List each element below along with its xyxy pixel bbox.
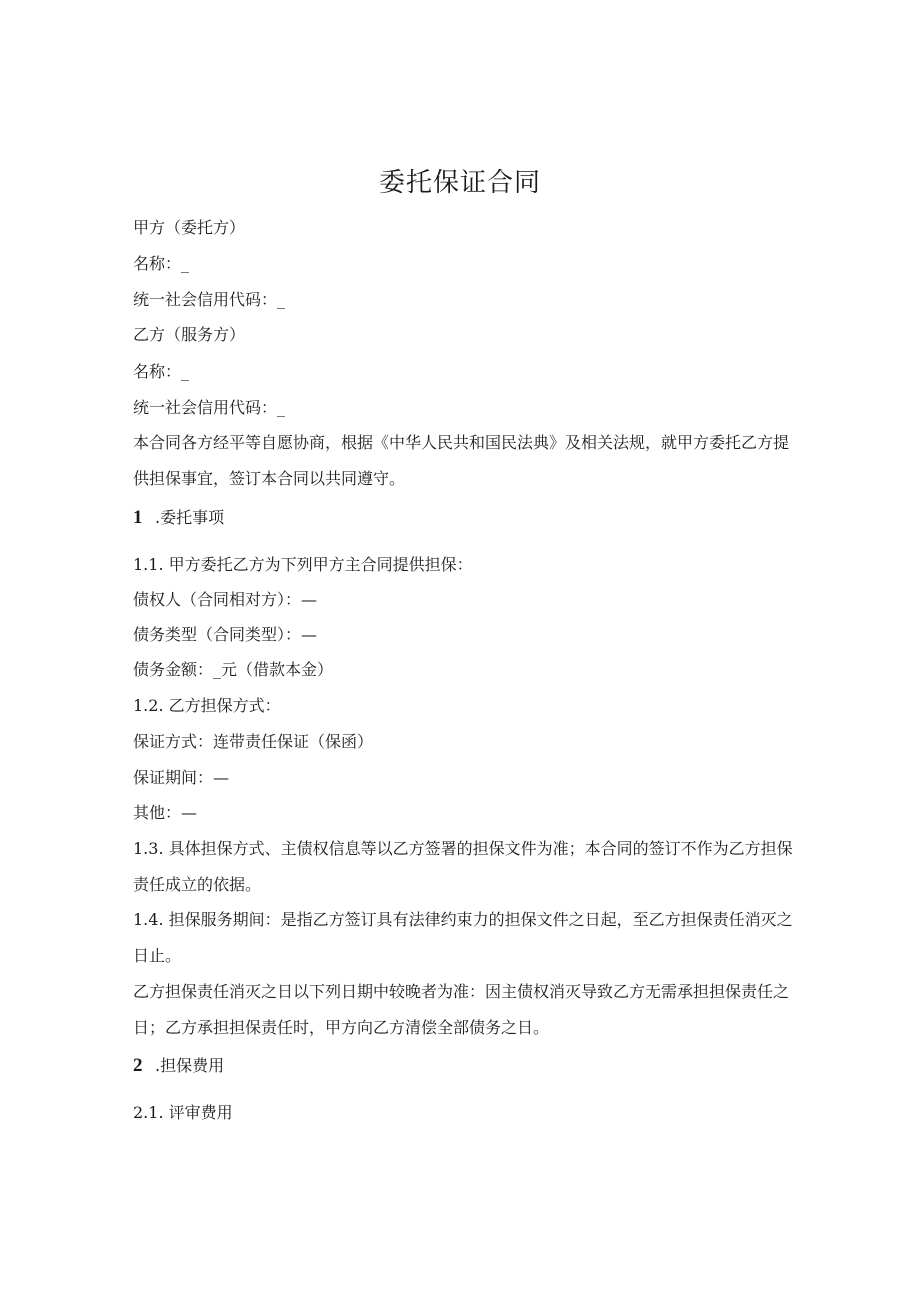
creditor-line: 债权人（合同相对方）：— <box>133 590 318 609</box>
debt-amount-line: 债务金额：_元（借款本金） <box>133 660 334 679</box>
other-line: 其他：— <box>133 803 198 822</box>
section-1-heading <box>133 506 224 530</box>
party-b-heading: 乙方（服务方） <box>133 325 246 344</box>
section-1-number: 1 <box>133 507 143 528</box>
section-2-number: 2 <box>133 1055 143 1076</box>
clause-1-1: 1.1. 甲方委托乙方为下列甲方主合同提供担保： <box>133 555 473 574</box>
party-b-name: 名称：_ <box>133 362 190 381</box>
preamble-paragraph: 本合同各方经平等自愿协商，根据《中华人民共和国民法典》及相关法规，就甲方委托乙方提供担保事宜，签订本合同以共同遵守。 <box>133 433 790 488</box>
section-1-title: .委托事项 <box>155 508 225 527</box>
clause-2-1: 2.1. 评审费用 <box>133 1103 233 1122</box>
section-2-title: .担保费用 <box>155 1056 225 1075</box>
guarantee-method-line: 保证方式：连带责任保证（保函） <box>133 732 374 751</box>
clause-1-4: 1.4. 担保服务期间：是指乙方签订具有法律约束力的担保文件之日起，至乙方担保责任消灭之日止。 <box>133 910 793 965</box>
party-a-heading: 甲方（委托方） <box>133 218 246 237</box>
clause-1-3: 1.3. 具体担保方式、主债权信息等以乙方签署的担保文件为准；本合同的签订不作为乙方担保责任成立的依据。 <box>133 839 793 894</box>
clause-1-4-extra: 乙方担保责任消灭之日以下列日期中较晚者为准：因主债权消灭导致乙方无需承担担保责任之日；乙方承担担保责任时，甲方向乙方清偿全部债务之日。 <box>133 982 790 1037</box>
debt-type-line: 债务类型（合同类型）：— <box>133 625 318 644</box>
guarantee-period-line: 保证期间：— <box>133 768 230 787</box>
party-b-credit-code: 统一社会信用代码：_ <box>133 398 286 417</box>
party-a-credit-code: 统一社会信用代码：_ <box>133 290 286 309</box>
clause-1-2: 1.2. 乙方担保方式： <box>133 696 281 715</box>
party-a-name: 名称：_ <box>133 254 190 273</box>
contract-title: 委托保证合同 <box>378 168 541 198</box>
section-2-heading <box>133 1054 224 1078</box>
